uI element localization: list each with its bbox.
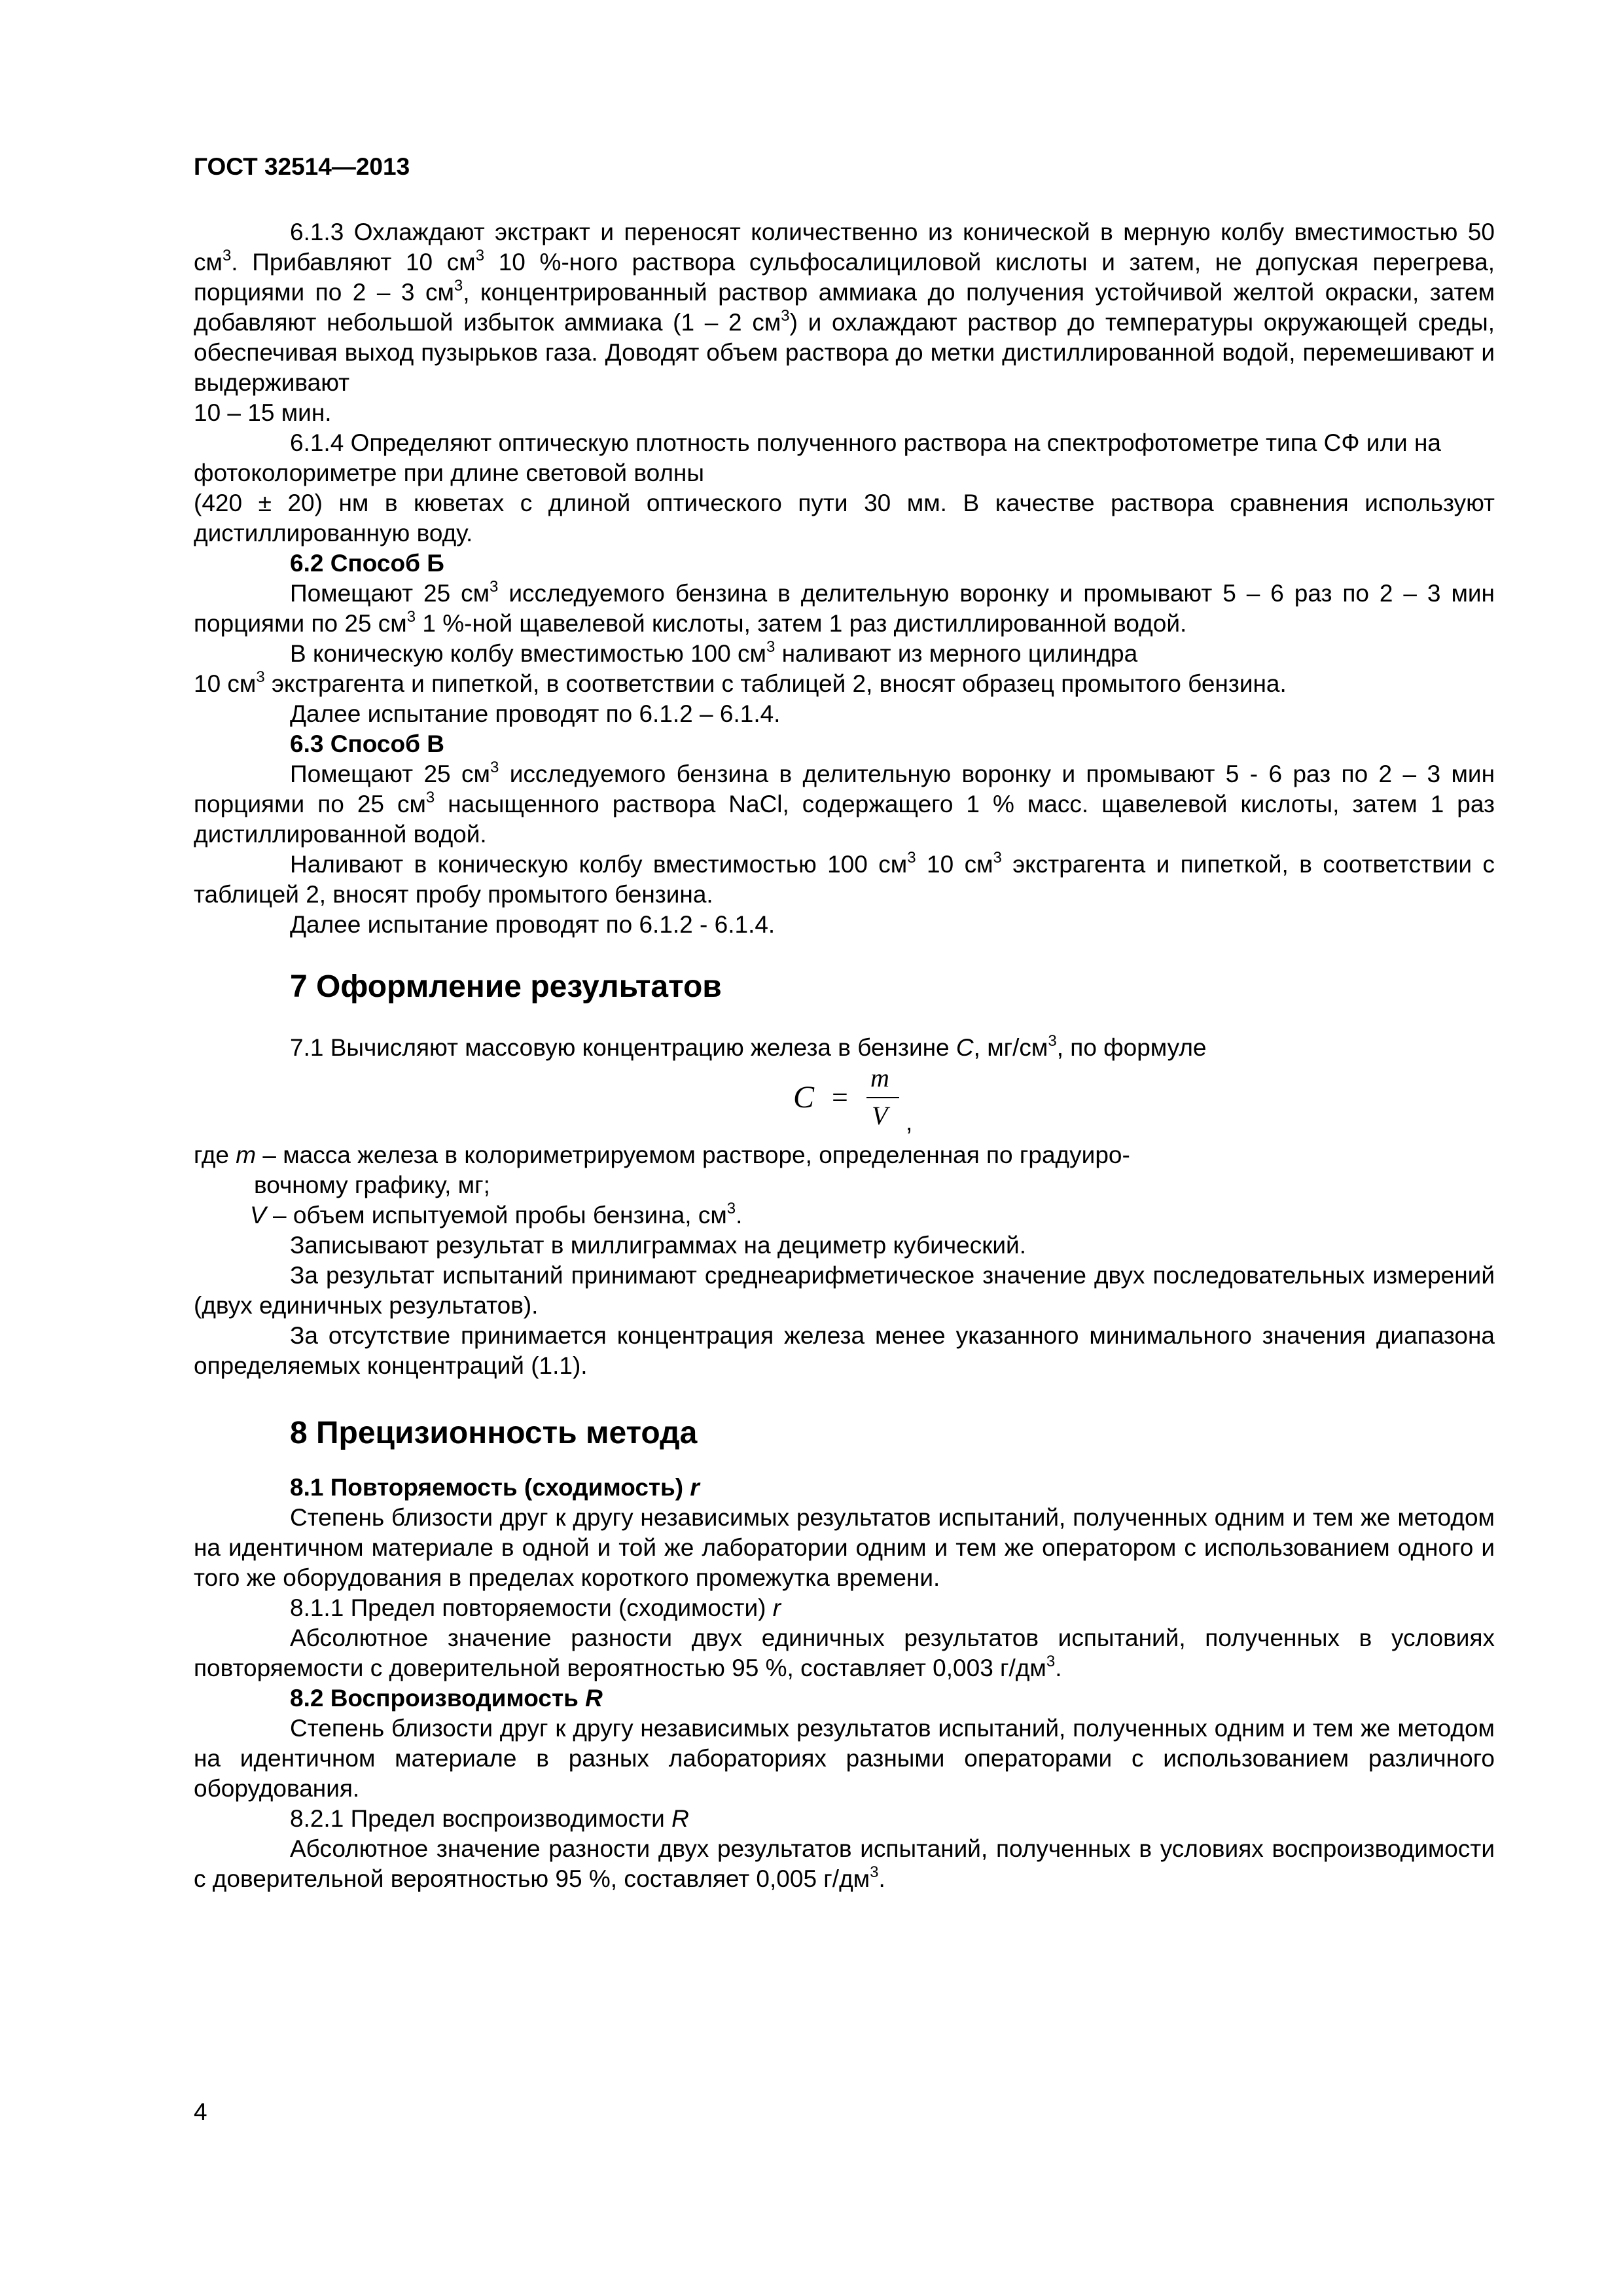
- where-m-cont: вочному графику, мг;: [254, 1172, 490, 1198]
- paragraph-8-2-1-title: 8.2.1 Предел воспроизводимости R: [290, 1805, 689, 1832]
- where-m: где m – масса железа в колориметрируемом растворе, определенная по градуиро-: [194, 1141, 1130, 1168]
- paragraph-6-1-4-cont: (420 ± 20) нм в кюветах с длиной оптического пути 30 мм. В качестве раствора сравнения используют дистиллированную воду.: [194, 490, 1495, 547]
- paragraph-7-absence: За отсутствие принимается концентрация железа менее указанного минимального значения диапазона определяемых концентраций (1.1).: [194, 1322, 1495, 1379]
- paragraph-6-2-b: В коническую колбу вместимостью 100 $см^3$ наливают из мерного цилиндра: [290, 638, 1138, 667]
- where-v: V – объем испытуемой пробы бензина, $см^3$.: [250, 1200, 743, 1229]
- formula-comma: ,: [906, 1109, 913, 1136]
- paragraph-8-1-1-title: 8.1.1 Предел повторяемости (сходимости) r: [290, 1594, 781, 1621]
- paragraph-7-record: Записывают результат в миллиграммах на дециметр кубический.: [290, 1232, 1026, 1259]
- document-body: [194, 217, 1495, 1894]
- formula-denominator: V: [872, 1101, 888, 1130]
- paragraph-8-1: Степень близости друг к другу независимых результатов испытаний, полученных одним и тем же методом на идентичном материале в одной и той же лаборатории одним и тем же оператором с использованием одного и того же оборудования в пределах короткого промежутка времени.: [194, 1504, 1495, 1591]
- document-header: ГОСТ 32514—2013: [194, 153, 410, 180]
- paragraph-6-3-a: Помещают 25 $см^3$ исследуемого бензина в делительную воронку и промывают 5 - 6 раз по 2 – 3 мин порциями по 25 $см^3$ насыщенного раствора NaCl, содержащего 1 % масс. щавелевой кислоты, затем 1 раз дистиллированной водой.: [194, 759, 1495, 848]
- paragraph-6-2-c: 10 $см^3$ экстрагента и пипеткой, в соответствии с таблицей 2, вносят образец промытого бензина.: [194, 668, 1287, 697]
- paragraph-6-3-b: Наливают в коническую колбу вместимостью 100 $см^3$ 10 $см^3$ экстрагента и пипеткой, в соответствии с таблицей 2, вносят пробу промытого бензина.: [194, 849, 1495, 908]
- section-title-8: 8 Прецизионность метода: [290, 1416, 698, 1450]
- page-number: 4: [194, 2098, 207, 2125]
- paragraph-6-1-3: 6.1.3 Охлаждают экстракт и переносят количественно из конической в мерную колбу вместимостью 50 $см^3$. Прибавляют 10 $см^3$ 10 %-ного раствора сульфосалициловой кислоты и затем, не допуская перегрева, порциями по 2 – 3 $см^3$, концентрированный раствор аммиака до получения устойчивой желтой окраски, затем добавляют небольшой избыток аммиака (1 – 2 $см^3$) и охлаждают раствор до температуры окружающей среды, обеспечивая выход пузырьков газа. Доводят объем раствора до метки дистиллированной водой, перемешивают и выдерживают: [194, 219, 1495, 396]
- paragraph-7-1: 7.1 Вычисляют массовую концентрацию железа в бензине C, $мг/см^3$, по формуле: [290, 1032, 1207, 1061]
- paragraph-6-1-3-time: 10 – 15 мин.: [194, 399, 332, 426]
- formula-equals: =: [832, 1081, 848, 1113]
- paragraph-6-1-4: 6.1.4 Определяют оптическую плотность полученного раствора на спектрофотометре типа СФ или на фотоколориметре при длине световой волны: [194, 429, 1441, 486]
- section-title-7: 7 Оформление результатов: [290, 969, 722, 1004]
- subheading-6-3: 6.3 Способ В: [290, 730, 444, 757]
- fraction-bar: [866, 1097, 899, 1098]
- formula-numerator: m: [870, 1063, 889, 1092]
- subheading-8-2: 8.2 Воспроизводимость R: [290, 1685, 603, 1712]
- paragraph-7-result: За результат испытаний принимают среднеарифметическое значение двух последовательных измерений (двух единичных результатов).: [194, 1262, 1495, 1319]
- formula-lhs: C: [793, 1080, 815, 1115]
- paragraph-8-2-1: Абсолютное значение разности двух результатов испытаний, полученных в условиях воспроизводимости с доверительной вероятностью 95 %, составляет 0,005 $г/дм^3$.: [194, 1835, 1495, 1892]
- paragraph-8-1-1: Абсолютное значение разности двух единичных результатов испытаний, полученных в условиях повторяемости с доверительной вероятностью 95 %, составляет 0,003 $г/дм^3$.: [194, 1624, 1495, 1681]
- paragraph-6-2-a: Помещают 25 $см^3$ исследуемого бензина в делительную воронку и промывают 5 – 6 раз по 2 – 3 мин порциями по 25 $см^3$ 1 %-ной щавелевой кислоты, затем 1 раз дистиллированной водой.: [194, 578, 1495, 637]
- paragraph-6-2-d: Далее испытание проводят по 6.1.2 – 6.1.4.: [290, 700, 781, 727]
- subheading-6-2: 6.2 Способ Б: [290, 550, 444, 577]
- paragraph-8-2: Степень близости друг к другу независимых результатов испытаний, полученных одним и тем же методом на идентичном материале в разных лабораториях разными операторами с использованием различного оборудования.: [194, 1715, 1495, 1802]
- subheading-8-1: 8.1 Повторяемость (сходимость) r: [290, 1474, 700, 1501]
- formula-concentration: [194, 1063, 1495, 1140]
- paragraph-6-3-c: Далее испытание проводят по 6.1.2 - 6.1.4.: [290, 911, 776, 938]
